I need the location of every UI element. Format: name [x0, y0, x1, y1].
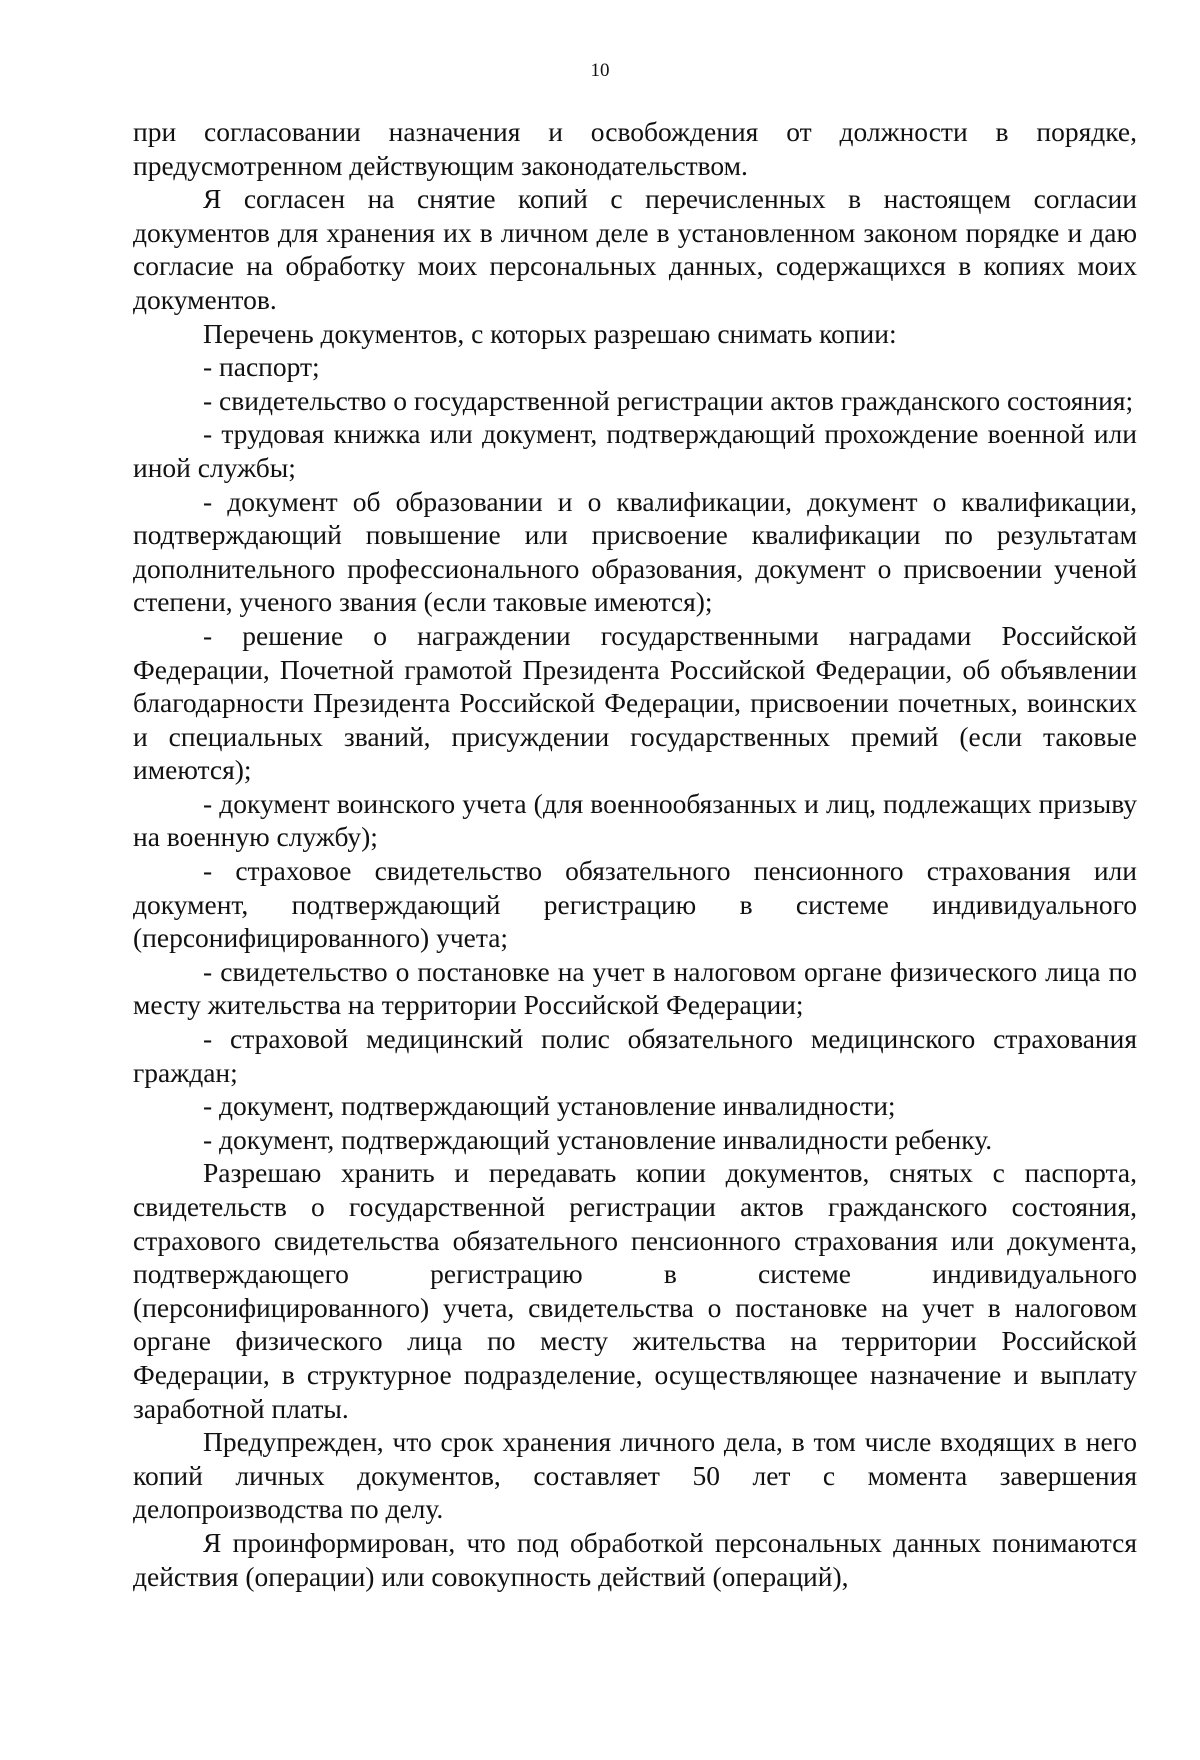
paragraph-storage-permission: Разрешаю хранить и передавать копии документов, снятых с паспорта, свидетельств о государственной регистрации актов гражданского состояния, страхового свидетельства обязательного пенсионного страхования или документа, подтверждающего регистрацию в системе индивидуального (персонифицированного) учета, свидетельства о постановке на учет в налоговом органе физического лица по месту жительства на территории Российской Федерации, в структурное подразделение, осуществляющее назначение и выплату заработной платы. — [133, 1157, 1137, 1424]
paragraph-consent-copies: Я согласен на снятие копий с перечисленных в настоящем согласии документов для хранения их в личном деле в установленном законом порядке и даю согласие на обработку моих персональных данных, содержащихся в копиях моих документов. — [133, 183, 1137, 315]
list-item-disability: - документ, подтверждающий установление инвалидности; — [203, 1090, 896, 1122]
list-item-awards: - решение о награждении государственными наградами Российской Федерации, Почетной грамотой Президента Российской Федерации, об объявлении благодарности Президента Российской Федерации, присвоении почетных, воинских и специальных званий, присуждении государственных премий (если таковые имеются); — [133, 619, 1137, 786]
list-item-pension-insurance: - страховое свидетельство обязательного пенсионного страхования или документ, подтверждающий регистрацию в системе индивидуального (персонифицированного) учета; — [133, 855, 1137, 954]
list-item-military-record: - документ воинского учета (для военнообязанных и лиц, подлежащих призыву на военную службу); — [133, 787, 1137, 853]
page-number: 10 — [590, 60, 610, 81]
paragraph-continuation: при согласовании назначения и освобождения от должности в порядке, предусмотренном действующим законодательством. — [133, 116, 1137, 181]
list-item-passport: - паспорт; — [203, 351, 320, 383]
paragraph-document-list-intro: Перечень документов, с которых разрешаю снимать копии: — [203, 317, 897, 349]
list-item-civil-registration: - свидетельство о государственной регистрации актов гражданского состояния; — [203, 384, 1134, 416]
paragraph-retention-period: Предупрежден, что срок хранения личного дела, в том числе входящих в него копий личных документов, составляет 50 лет с момента завершения делопроизводства по делу. — [133, 1426, 1137, 1525]
list-item-medical-policy: - страховой медицинский полис обязательного медицинского страхования граждан; — [133, 1023, 1137, 1088]
list-item-work-book: - трудовая книжка или документ, подтверждающий прохождение военной или иной службы; — [133, 418, 1137, 483]
list-item-tax-registration: - свидетельство о постановке на учет в налоговом органе физического лица по месту жительства на территории Российской Федерации; — [133, 955, 1137, 1021]
paragraph-processing-definition: Я проинформирован, что под обработкой персональных данных понимаются действия (операции) или совокупность действий (операций), — [133, 1526, 1137, 1592]
list-item-child-disability: - документ, подтверждающий установление инвалидности ребенку. — [203, 1123, 993, 1155]
list-item-education: - документ об образовании и о квалификации, документ о квалификации, подтверждающий повышение или присвоение квалификации по результатам дополнительного профессионального образования, документ о присвоении ученой степени, ученого звания (если таковые имеются); — [133, 485, 1137, 618]
document-body — [133, 115, 1137, 1593]
